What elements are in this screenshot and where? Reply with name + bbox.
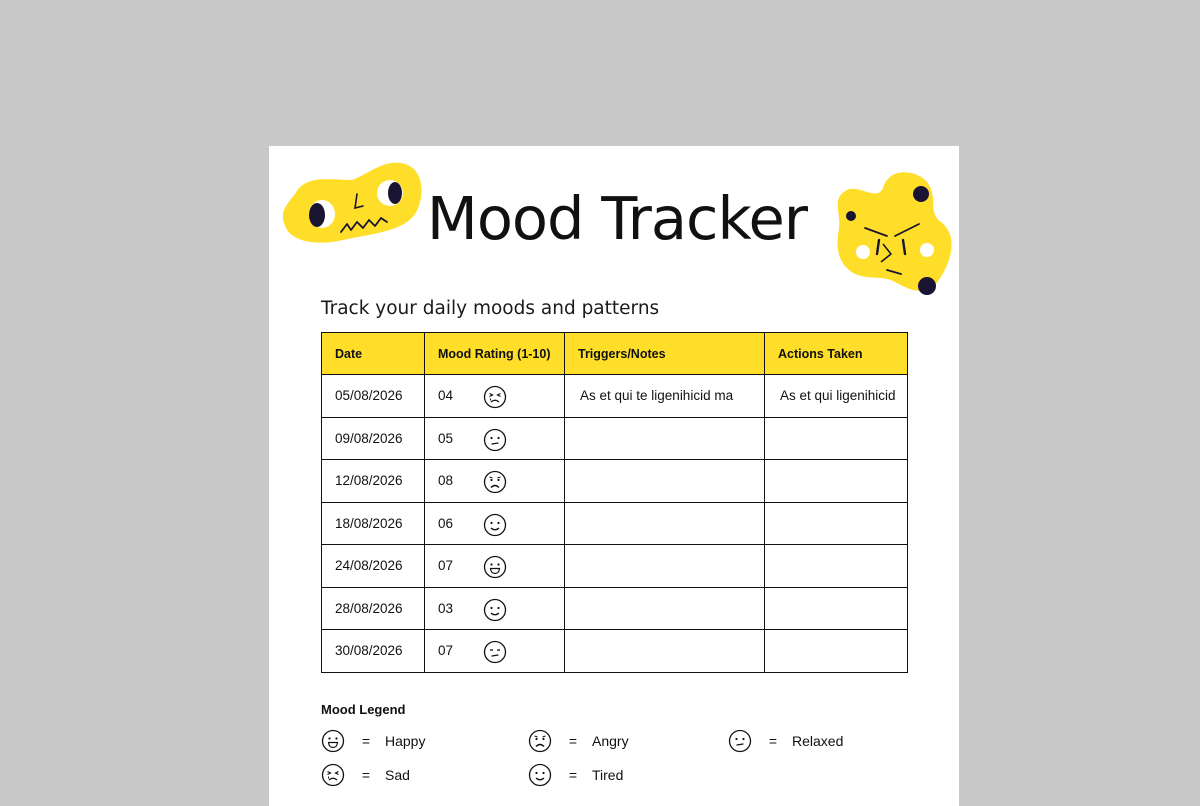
mood-table <box>321 332 908 673</box>
actions-cell[interactable] <box>765 630 908 673</box>
rating-cell[interactable] <box>425 417 565 460</box>
notes-cell[interactable] <box>565 587 765 630</box>
relaxed-face-icon <box>728 729 752 753</box>
legend-equals: = <box>568 767 578 783</box>
legend-label: Happy <box>385 733 426 749</box>
table-row <box>322 417 908 460</box>
actions-cell[interactable]: As et qui ligenihicid <box>765 375 908 418</box>
rating-value: 07 <box>438 558 454 574</box>
header-triggers-notes: Triggers/Notes <box>565 333 765 375</box>
sad-face-icon <box>483 385 507 409</box>
notes-cell[interactable] <box>565 502 765 545</box>
notes-cell[interactable] <box>565 545 765 588</box>
legend-label: Angry <box>592 733 629 749</box>
page-subtitle: Track your daily moods and patterns <box>321 298 660 319</box>
notes-cell[interactable] <box>565 460 765 503</box>
yellow-face-blob-right-icon <box>829 158 961 300</box>
table-header-row <box>322 333 908 375</box>
rating-cell[interactable] <box>425 545 565 588</box>
angry-face-icon <box>528 729 552 753</box>
legend-title: Mood Legend <box>321 702 406 717</box>
angry-face-icon <box>483 470 507 494</box>
date-cell[interactable]: 18/08/2026 <box>322 502 425 545</box>
rating-value: 04 <box>438 388 454 404</box>
date-cell[interactable]: 30/08/2026 <box>322 630 425 673</box>
table-row <box>322 630 908 673</box>
date-cell[interactable]: 24/08/2026 <box>322 545 425 588</box>
rating-value: 03 <box>438 600 454 616</box>
actions-cell[interactable] <box>765 417 908 460</box>
date-cell[interactable]: 12/08/2026 <box>322 460 425 503</box>
header-mood-rating: Mood Rating (1-10) <box>425 333 565 375</box>
actions-cell[interactable] <box>765 545 908 588</box>
rating-value: 07 <box>438 643 454 659</box>
table-row <box>322 587 908 630</box>
legend-item-angry <box>528 728 629 754</box>
legend-label: Tired <box>592 767 624 783</box>
relaxed-face-icon <box>483 640 507 664</box>
table-row <box>322 460 908 503</box>
tired-face-icon <box>483 513 507 537</box>
date-cell[interactable]: 05/08/2026 <box>322 375 425 418</box>
happy-face-icon <box>483 555 507 579</box>
legend-item-relaxed <box>728 728 843 754</box>
header-actions-taken: Actions Taken <box>765 333 908 375</box>
tired-face-icon <box>483 598 507 622</box>
table-row <box>322 375 908 418</box>
rating-value: 08 <box>438 473 454 489</box>
legend-item-tired <box>528 762 623 788</box>
sad-face-icon <box>321 763 345 787</box>
happy-face-icon <box>321 729 345 753</box>
legend-item-sad <box>321 762 410 788</box>
legend-equals: = <box>568 733 578 749</box>
mood-tracker-sheet <box>269 146 959 806</box>
table-row <box>322 545 908 588</box>
legend-item-happy <box>321 728 425 754</box>
actions-cell[interactable] <box>765 587 908 630</box>
rating-cell[interactable] <box>425 502 565 545</box>
header-date: Date <box>322 333 425 375</box>
notes-cell[interactable] <box>565 630 765 673</box>
legend-label: Relaxed <box>792 733 844 749</box>
notes-cell[interactable]: As et qui te ligenihicid ma <box>565 375 765 418</box>
actions-cell[interactable] <box>765 502 908 545</box>
rating-cell[interactable] <box>425 587 565 630</box>
legend-label: Sad <box>385 767 410 783</box>
date-cell[interactable]: 09/08/2026 <box>322 417 425 460</box>
date-cell[interactable]: 28/08/2026 <box>322 587 425 630</box>
rating-cell[interactable] <box>425 630 565 673</box>
page-title: Mood Tracker <box>426 184 808 253</box>
relaxed-face-icon <box>483 428 507 452</box>
legend-equals: = <box>768 733 778 749</box>
legend-equals: = <box>361 733 371 749</box>
notes-cell[interactable] <box>565 417 765 460</box>
rating-value: 06 <box>438 515 454 531</box>
tired-face-icon <box>528 763 552 787</box>
rating-value: 05 <box>438 430 454 446</box>
rating-cell[interactable] <box>425 460 565 503</box>
legend-equals: = <box>361 767 371 783</box>
table-row <box>322 502 908 545</box>
rating-cell[interactable] <box>425 375 565 418</box>
actions-cell[interactable] <box>765 460 908 503</box>
